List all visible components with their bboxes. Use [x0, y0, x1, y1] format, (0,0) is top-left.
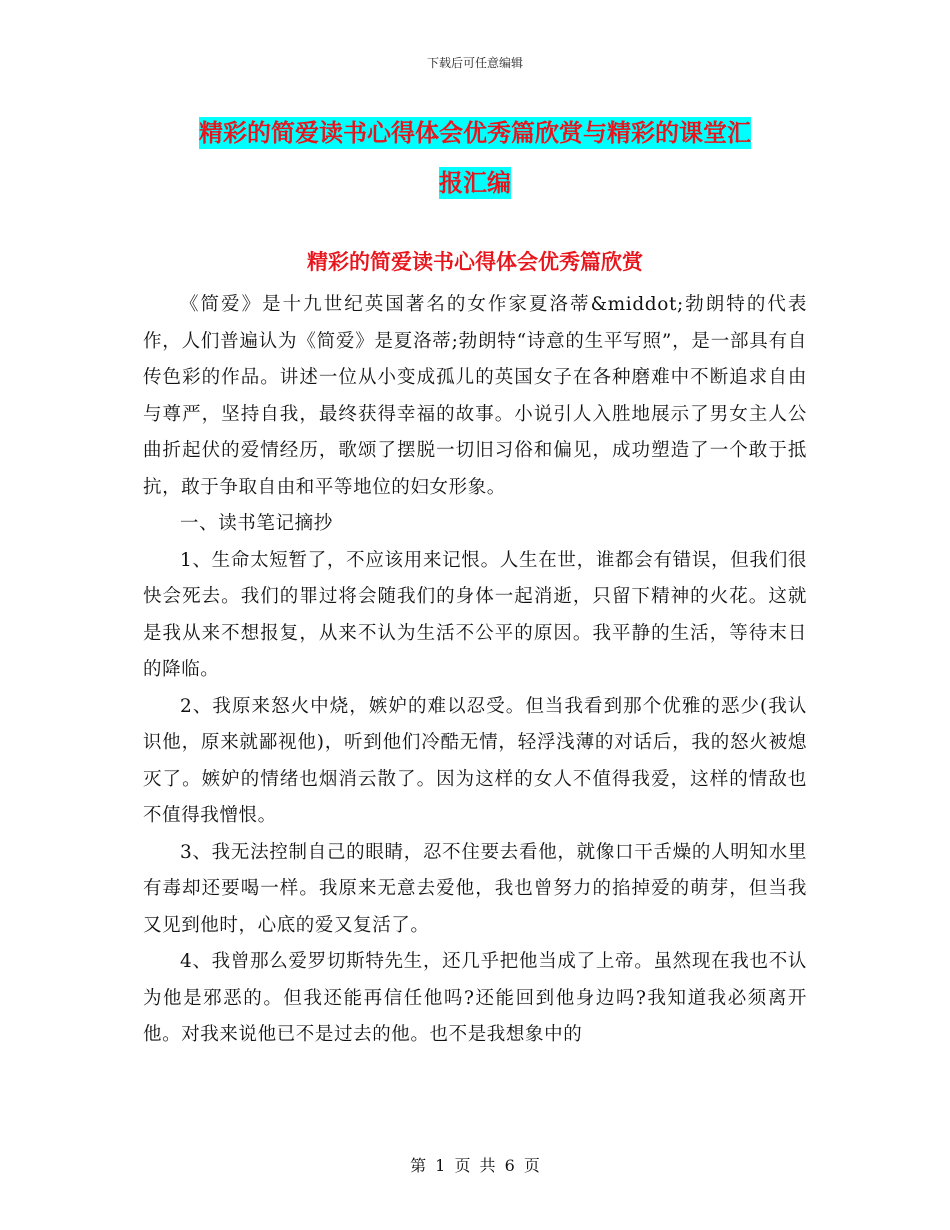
section-title: 精彩的简爱读书心得体会优秀篇欣赏 — [307, 250, 643, 274]
document-title-line-1: 精彩的简爱读书心得体会优秀篇欣赏与精彩的课堂汇 — [199, 119, 751, 147]
paragraph-quote-1: 1、生命太短暂了，不应该用来记恨。人生在世，谁都会有错误，但我们很快会死去。我们的罪过将会随我们的身体一起消逝，只留下精神的火花。这就是我从来不想报复，从来不认为生活不公平的原因。我平静的生活，等待末日的降临。 — [143, 549, 807, 680]
paragraph-quote-4: 4、我曾那么爱罗切斯特先生，还几乎把他当成了上帝。虽然现在我也不认为他是邪恶的。但我还能再信任他吗?还能回到他身边吗?我知道我必须离开他。对我来说他已不是过去的他。也不是我想象中的 — [143, 951, 807, 1045]
paragraph-quote-3: 3、我无法控制自己的眼睛，忍不住要去看他，就像口干舌燥的人明知水里有毒却还要喝一样。我原来无意去爱他，我也曾努力的掐掉爱的萌芽，但当我又见到他时，心底的爱又复活了。 — [143, 841, 807, 936]
page-header: 下载后可任意编辑 — [426, 56, 523, 70]
paragraph-quote-2: 2、我原来怒火中烧，嫉妒的难以忍受。但当我看到那个优雅的恶少(我认识他，原来就鄙视他)，听到他们冷酷无情，轻浮浅薄的对话后，我的怒火被熄灭了。嫉妒的情绪也烟消云散了。因为这样的女人不值得我爱，这样的情敌也不值得我憎恨。 — [143, 695, 807, 826]
page-number-footer: 第 1 页 共 6 页 — [410, 1156, 540, 1175]
document-title — [140, 108, 810, 208]
paragraph-heading-notes: 一、读书笔记摘抄 — [180, 513, 333, 534]
document-title-line-2: 报汇编 — [439, 169, 511, 197]
document-body — [143, 287, 807, 1054]
paragraph-intro: 《简爱》是十九世纪英国著名的女作家夏洛蒂&middot;勃朗特的代表作，人们普遍认为《简爱》是夏洛蒂;勃朗特“诗意的生平写照”，是一部具有自传色彩的作品。讲述一位从小变成孤儿的英国女子在各种磨难中不断追求自由与尊严，坚持自我，最终获得幸福的故事。小说引人入胜地展示了男女主人公曲折起伏的爱情经历，歌颂了摆脱一切旧习俗和偏见，成功塑造了一个敢于抵抗，敢于争取自由和平等地位的妇女形象。 — [143, 294, 807, 498]
